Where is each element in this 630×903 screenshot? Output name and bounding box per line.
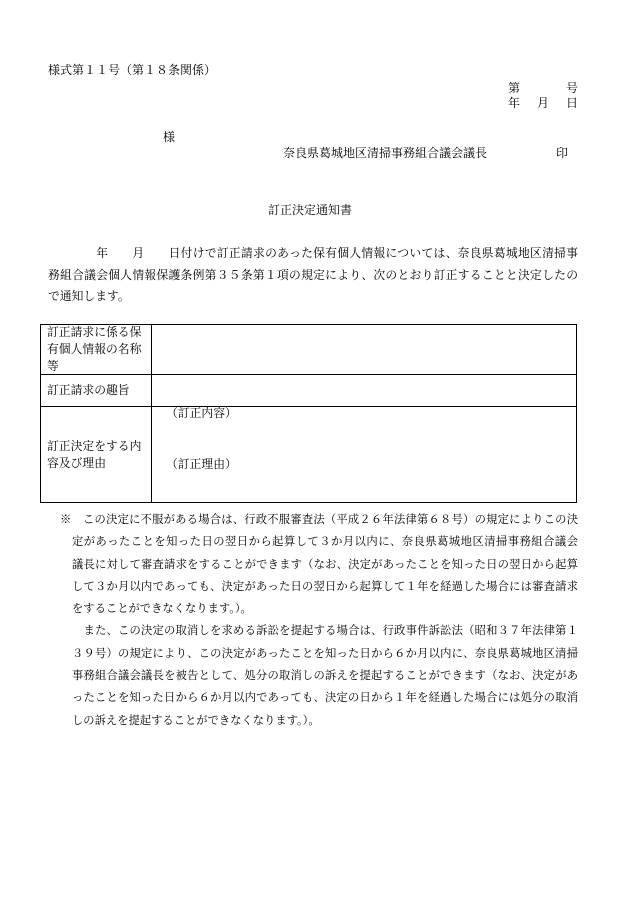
note-line: しの訴えを提起することができなくなります。）。 <box>72 713 320 727</box>
sender-title: 奈良県葛城地区清掃事務組合議会議長 <box>283 146 488 160</box>
document-number: 第 号 <box>508 81 578 95</box>
personal-info-name-value <box>152 325 576 374</box>
body-line: で通知します。 <box>48 289 130 303</box>
personal-info-name-label: 訂正請求に係る保有個人情報の名称等 <box>47 325 142 373</box>
note-line: 議長に対して審査請求をすることができます（なお、決定があったことを知った日の翌日から起算 <box>72 557 578 571</box>
form-number: 様式第１１号（第１８条関係） <box>48 63 217 77</box>
note-line: ※ この決定に不服がある場合は、行政不服審査法（平成２６年法律第６８号）の規定によりこの決 <box>60 513 578 526</box>
addressee-honorific: 様 <box>163 130 176 144</box>
correction-content-heading: （訂正内容） <box>166 406 237 420</box>
note-line: ３９号）の規定により、この決定があったことを知った日から６か月以内に、奈良県葛城地区清掃 <box>72 646 578 660</box>
correction-reason-heading: （訂正理由） <box>166 457 237 471</box>
decision-table <box>40 324 577 503</box>
decision-detail-label: 訂正決定をする内容及び理由 <box>47 438 142 470</box>
document-date: 年 月 日 <box>508 96 578 110</box>
table-label-cell <box>41 407 152 502</box>
request-purpose-label: 訂正請求の趣旨 <box>47 383 130 397</box>
table-label-cell <box>41 325 152 374</box>
document-title: 訂正決定通知書 <box>268 203 353 217</box>
note-line: また、この決定の取消しを求める訴訟を提起する場合は、行政事件訴訟法（昭和３７年法律第１ <box>72 624 578 638</box>
decision-detail-value <box>152 407 576 502</box>
note-line: 事務組合議会議長を被告として、処分の取消しの訴えを提起することができます（なお、決定があ <box>72 669 578 683</box>
seal-mark: 印 <box>556 146 569 160</box>
notes-section <box>60 509 578 732</box>
body-paragraph <box>48 243 578 308</box>
request-purpose-value <box>152 375 576 406</box>
table-row <box>41 325 576 374</box>
table-label-cell <box>41 375 152 406</box>
table-row <box>41 406 576 502</box>
body-line: 務組合議会個人情報保護条例第３５条第１項の規定により、次のとおり訂正することと決定したの <box>48 267 578 282</box>
note-line: をすることができなくなります。）。 <box>72 602 252 616</box>
note-line: ったことを知った日から６か月以内であっても、決定の日から１年を経過した場合には処分の取消 <box>72 691 578 705</box>
note-line: 定があったことを知った日の翌日から起算して３か月以内に、奈良県葛城地区清掃事務組合議会 <box>72 535 578 549</box>
body-line: 年 月 日付けで訂正請求のあった保有個人情報については、奈良県葛城地区清掃事 <box>48 246 578 260</box>
note-line: して３か月以内であっても、決定があった日の翌日から起算して１年を経過した場合には審査請求 <box>72 579 578 593</box>
table-row <box>41 374 576 406</box>
